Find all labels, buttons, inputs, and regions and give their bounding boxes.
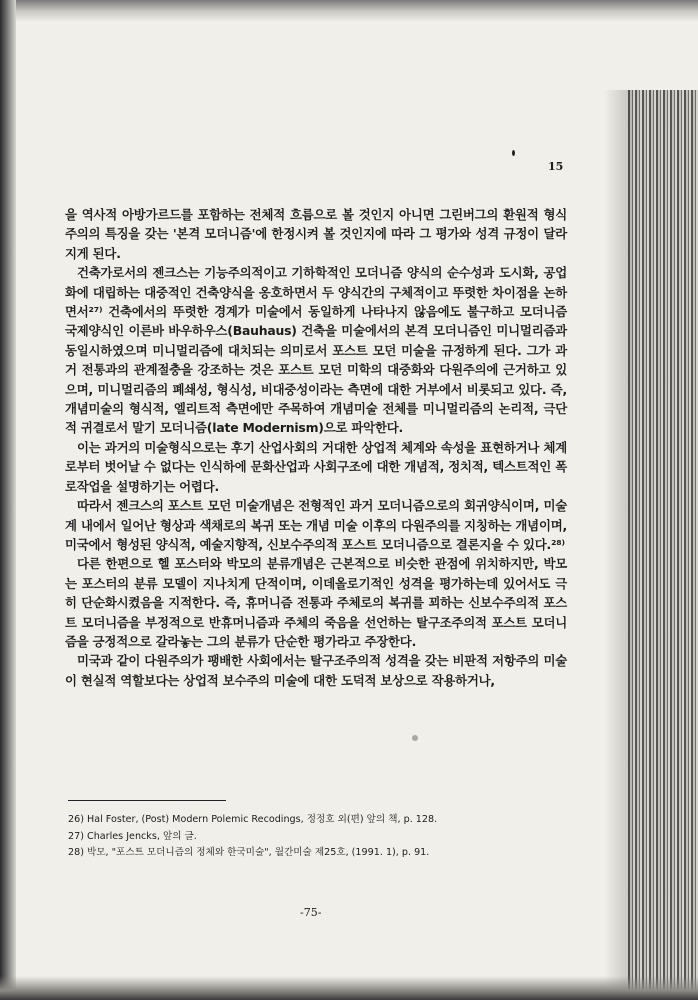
paragraph: 미국과 같이 다원주의가 팽배한 사회에서는 탈구조주의적 성격을 갖는 비판적 저항주의 미술이 현실적 역할보다는 상업적 보수주의 미술에 대한 도덕적 보상으로 작용하거나, [65,653,567,688]
scan-speck [512,150,515,156]
body-text [65,205,567,690]
footnotes [68,812,568,862]
paragraph: 이는 과거의 미술형식으로는 후기 산업사회의 거대한 상업적 체계와 속성을 표현하거나 체계로부터 벗어날 수 없다는 인식하에 문화산업과 사회구조에 대한 개념적, 정치적, 텍스트적인 폭로작업을 설명하기는 어렵다. [65,439,567,494]
page-number-top: 15 [548,160,564,173]
scan-edge-top [0,0,698,22]
footnote: 27) Charles Jencks, 앞의 글. [68,830,197,842]
paragraph: 따라서 젠크스의 포스트 모던 미술개념은 전형적인 과거 모더니즘으로의 회귀양식이며, 미술계 내에서 일어난 형상과 색채로의 복귀 또는 개념 미술 이후의 다원주의를 지칭하는 개념이며, 미국에서 형성된 양식적, 예술지향적, 신보수주의적 포스트 모더니즘으로 결론지을 수 있다.²⁸⁾ [65,498,567,552]
paragraph: 다른 한편으로 헬 포스터와 박모의 분류개념은 근본적으로 비슷한 관점에 위치하지만, 박모는 포스터의 분류 모델이 지나치게 단적이며, 이데올로기적인 성격을 평가하는데 있어서도 극히 단순화시켰음을 지적한다. 즉, 휴머니즘 전통과 주체로의 복귀를 꾀하는 신보수주의적 포스트 모더니즘을 부정적으로 반휴머니즘과 주체의 죽음을 선언하는 탈구조주의적 포스트 모더니즘을 긍정적으로 갈라놓는 그의 분류가 단순한 평가라고 주장한다. [65,556,567,649]
footnote: 26) Hal Foster, (Post) Modern Polemic Recodings, 정정호 외(편) 앞의 책, p. 128. [68,814,438,825]
paragraph: 건축가로서의 젠크스는 기능주의적이고 기하학적인 모더니즘 양식의 순수성과 도시화, 공업화에 대립하는 대중적인 건축양식을 옹호하면서 두 양식간의 구체적이고 뚜렷한 차이점을 논하면서²⁷⁾ 건축에서의 뚜렷한 경계가 미술에서 동일하게 나타나지 않음에도 불구하고 모더니즘 국제양식인 이른바 바우하우스(Bauhaus) 건축을 미술에서의 본격 모더니즘인 미니멀리즘과 동일시하였으며 미니멀리즘에 대치되는 의미로서 포스트 모던 미술을 규정하게 된다. 그가 과거 전통과의 관계절충을 강조하는 것은 포스트 모던 미학의 대중화와 다원주의에 근거하고 있으며, 미니멀리즘의 폐쇄성, 형식성, 비대중성이라는 측면에 대한 거부에서 비롯되고 있다. 즉, 개념미술의 형식적, 엘리트적 측면에만 주목하여 개념미술 전체를 미니멀리즘의 논리적, 극단적 귀결로서 말기 모더니즘(late Modernism)으로 파악한다. [65,265,567,436]
scan-edge-bottom [0,976,698,1000]
paragraph: 을 역사적 아방가르드를 포함하는 전체적 흐름으로 볼 것인지 아니면 그린버그의 환원적 형식주의의 특징을 갖는 '본격 모더니즘'에 한정시켜 볼 것인지에 따라 그 평가와 성격 규정이 달라지게 된다. [65,207,567,261]
scan-speck [412,735,418,741]
scan-edge-right [628,90,698,990]
footnote: 28) 박모, "포스트 모더니즘의 정체와 한국미술", 월간미술 제25호, (1991. 1), p. 91. [68,847,430,858]
footnote-divider [68,800,226,801]
page-number-bottom: -75- [300,906,322,919]
scan-edge-left [0,0,16,1000]
